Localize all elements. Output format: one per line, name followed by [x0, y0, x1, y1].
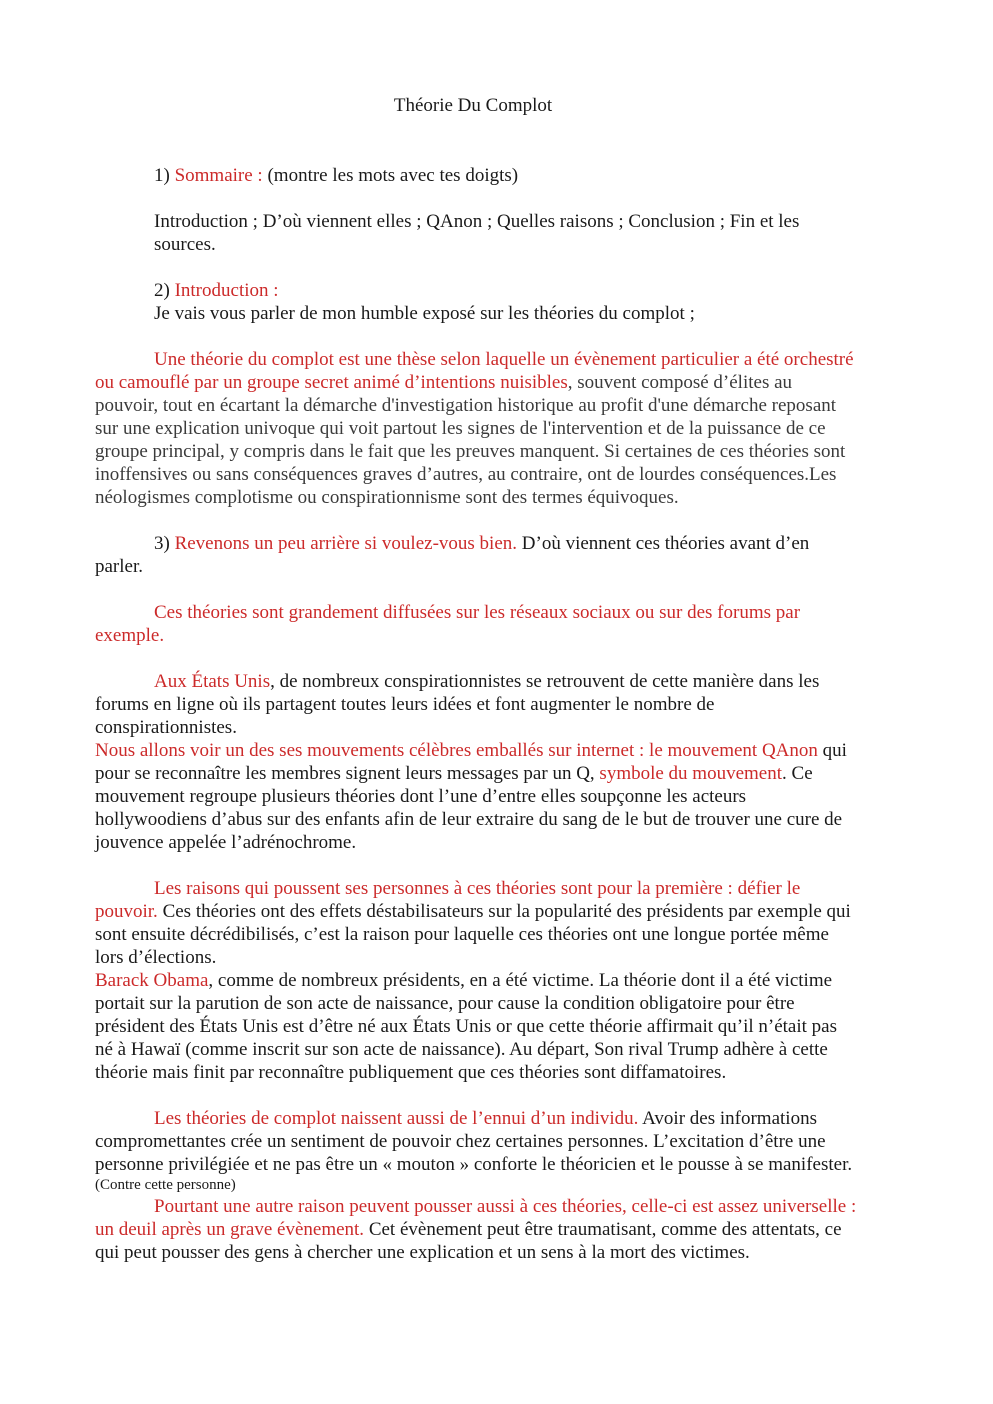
introduction-text: Je vais vous parler de mon humble exposé sur les théories du complot ;: [154, 303, 695, 324]
section-origins: 3) Revenons un peu arrière si voulez-vous bien. D’où viennent ces théories avant d’en parler.: [95, 532, 900, 578]
definition-paragraph: Une théorie du complot est une thèse selon laquelle un évènement particulier a été orchestré ou camouflé par un groupe secret animé d’intentions nuisibles, souvent composé d’élites au pouvoir, tout en écartant la démarche d'investigation historique au profit d'une démarche reposant sur une explication univoque qui voit partout les signes de l'intervention et de la puissance de ce groupe principal, y compris dans le fait que les preuves manquent. Si certaines de ces théories sont inoffensives ou sans conséquences graves d’autres, au contraire, ont de lourdes conséquences.Les néologismes complotisme ou conspirationnisme sont des termes équivoques.: [95, 349, 854, 508]
document-title: Théorie Du Complot: [393, 95, 553, 116]
qanon-paragraph: Aux États Unis, de nombreux conspirationnistes se retrouvent de cette manière dans les forums en ligne où ils partagent toutes leurs idées et font augmenter le nombre de conspirationnistes. Nous allons voir un des ses mouvements célèbres emballés sur internet : le mouvement QAnon qui pour se reconnaître les membres signent leurs messages par un Q, symbole du mouvement. Ce mouvement regroupe plusieurs théories dont l’une d’entre elles soupçonne les acteurs hollywoodiens d’abus sur des enfants afin de leur extraire du sang de le but de trouver une cure de jouvence appelée l’adrénochrome.: [95, 671, 847, 853]
section-introduction: [95, 279, 900, 325]
origins-heading: 3) Revenons un peu arrière si voulez-vous bien. D’où viennent ces théories avant d’en: [154, 533, 810, 554]
boredom-paragraph: Les théories de complot naissent aussi de l’ennui d’un individu. Avoir des informations compromettantes crée un sentiment de pouvoir chez certaines personnes. L’excitation d’être une personne privilégiée et ne pas être un « mouton » conforte le théoricien et le pousse à se manifester. (Contre cette personne) Pourtant une autre raison peuvent pousser aussi à ces théories, celle-ci est assez universelle : un deuil après un grave évènement. Cet évènement peut être traumatisant, comme des attentats, ce qui peut pousser des gens à chercher une explication et un sens à la mort des victimes.: [95, 1107, 900, 1264]
section-sommaire: [95, 164, 900, 187]
reasons-paragraph: Les raisons qui poussent ses personnes à ces théories sont pour la première : défier le pouvoir. Ces théories ont des effets déstabilisateurs sur la popularité des présidents par exemple qui sont ensuite décrédibilisés, c’est la raison pour laquelle ces théories ont une longue portée même lors d’élections. Barack Obama, comme de nombreux présidents, en a été victime. La théorie dont il a été victime portait sur la parution de son acte de naissance, pour cause la condition obligatoire pour être président des États Unis est d’être né aux États Unis or que cette théorie affirmait qu’il n’était pas né à Hawaï (comme inscrit sur son acte de naissance). Au départ, Son rival Trump adhère à cette théorie mais finit par reconnaître publiquement que ces théories sont diffamatoires.: [95, 878, 851, 1083]
sommaire-heading: 1) Sommaire : (montre les mots avec tes doigts): [154, 165, 519, 186]
note-text: (Contre cette personne): [95, 1177, 236, 1193]
networks-paragraph: Ces théories sont grandement diffusées sur les réseaux sociaux ou sur des forums par exemple.: [95, 602, 801, 646]
introduction-heading: 2) Introduction :: [154, 280, 279, 301]
sommaire-contents: Introduction ; D’où viennent elles ; QAnon ; Quelles raisons ; Conclusion ; Fin et les sources.: [154, 211, 800, 255]
